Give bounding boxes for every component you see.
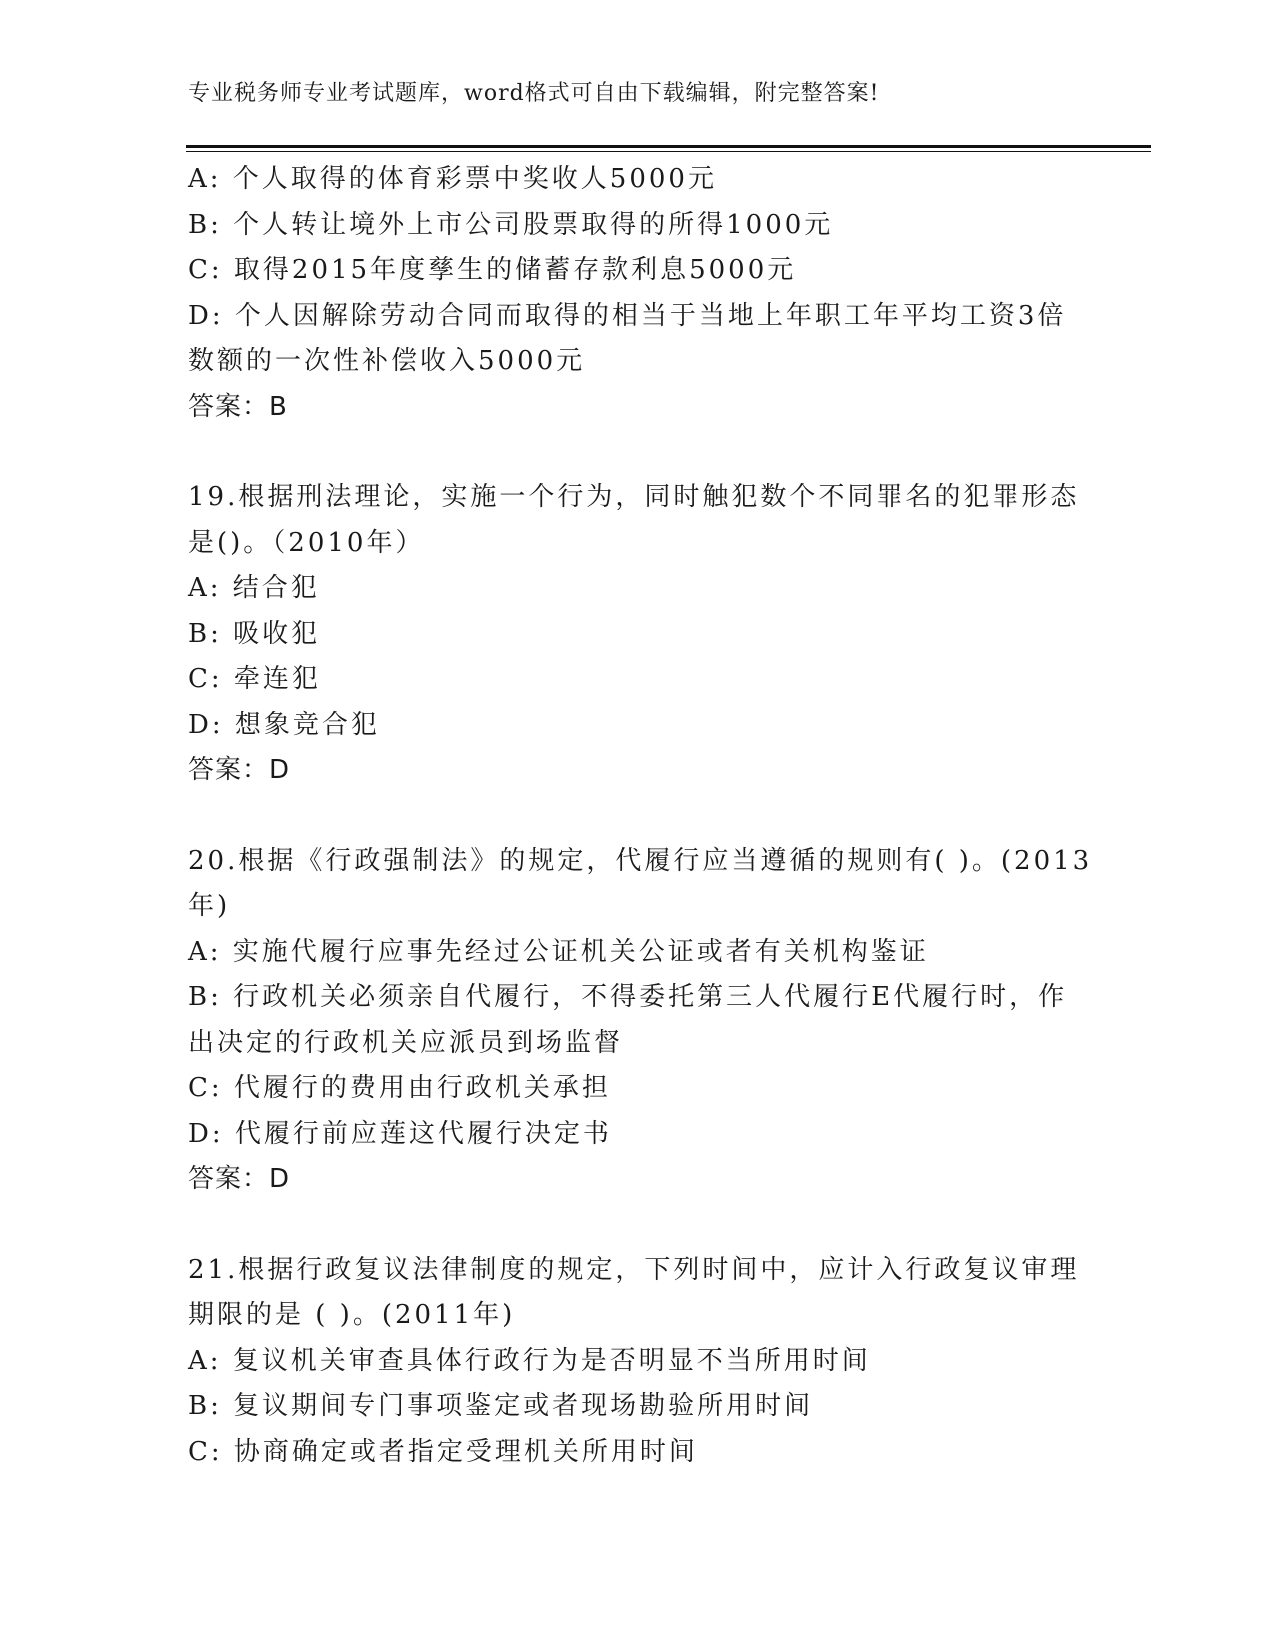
text-line: A: 个人取得的体育彩票中奖收人5000元 — [188, 164, 717, 194]
paragraph-gap — [188, 1203, 1068, 1248]
text-line: D: 个人因解除劳动合同而取得的相当于当地上年职工年平均工资3倍 — [188, 300, 1067, 331]
text-line: 21.根据行政复议法律制度的规定，下列时间中，应计入行政复议审理 — [188, 1254, 1080, 1285]
text-line: D: 代履行前应莲这代履行决定书 — [188, 1118, 612, 1149]
text-line: C: 牵连犯 — [188, 664, 321, 694]
text-line: B: 个人转让境外上市公司股票取得的所得1000元 — [188, 209, 834, 240]
text-line: C: 代履行的费用由行政机关承担 — [188, 1073, 611, 1103]
text-line: B: 复议期间专门事项鉴定或者现场勘验所用时间 — [188, 1391, 814, 1421]
text-line: 出决定的行政机关应派员到场监督 — [188, 1027, 624, 1058]
text-line: B: 吸收犯 — [188, 618, 321, 649]
text-line: 20.根据《行政强制法》的规定，代履行应当遵循的规则有( )。(2013 — [188, 845, 1093, 876]
text-line: 数额的一次性补偿收入5000元 — [188, 346, 586, 376]
question-content — [188, 157, 1093, 1475]
text-line: B: 行政机关必须亲自代履行，不得委托第三人代履行E代履行时，作 — [188, 982, 1068, 1012]
paragraph-gap — [188, 794, 1068, 839]
text-line: D: 想象竞合犯 — [188, 709, 380, 740]
text-line: A: 复议机关审查具体行政行为是否明显不当所用时间 — [188, 1345, 871, 1376]
text-line: 年) — [188, 891, 231, 921]
paragraph-gap — [188, 430, 1068, 475]
answer-line: 答案：B — [188, 391, 288, 422]
text-line: C: 协商确定或者指定受理机关所用时间 — [188, 1436, 698, 1467]
page-header: 专业税务师专业考试题库，word格式可自由下载编辑，附完整答案! — [188, 81, 880, 106]
answer-line: 答案：D — [188, 1164, 291, 1194]
text-line: 是()。（2010年） — [188, 527, 425, 558]
header-rule-thin — [186, 151, 1151, 152]
text-line: A: 结合犯 — [188, 573, 320, 603]
text-line: A: 实施代履行应事先经过公证机关公证或者有关机构鉴证 — [188, 936, 929, 967]
answer-line: 答案：D — [188, 755, 291, 785]
text-line: C: 取得2015年度孳生的储蓄存款利息5000元 — [188, 255, 797, 285]
text-line: 期限的是 ( )。(2011年) — [188, 1300, 516, 1330]
text-line: 19.根据刑法理论，实施一个行为，同时触犯数个不同罪名的犯罪形态 — [188, 482, 1080, 512]
header-rule-thick — [186, 145, 1151, 148]
